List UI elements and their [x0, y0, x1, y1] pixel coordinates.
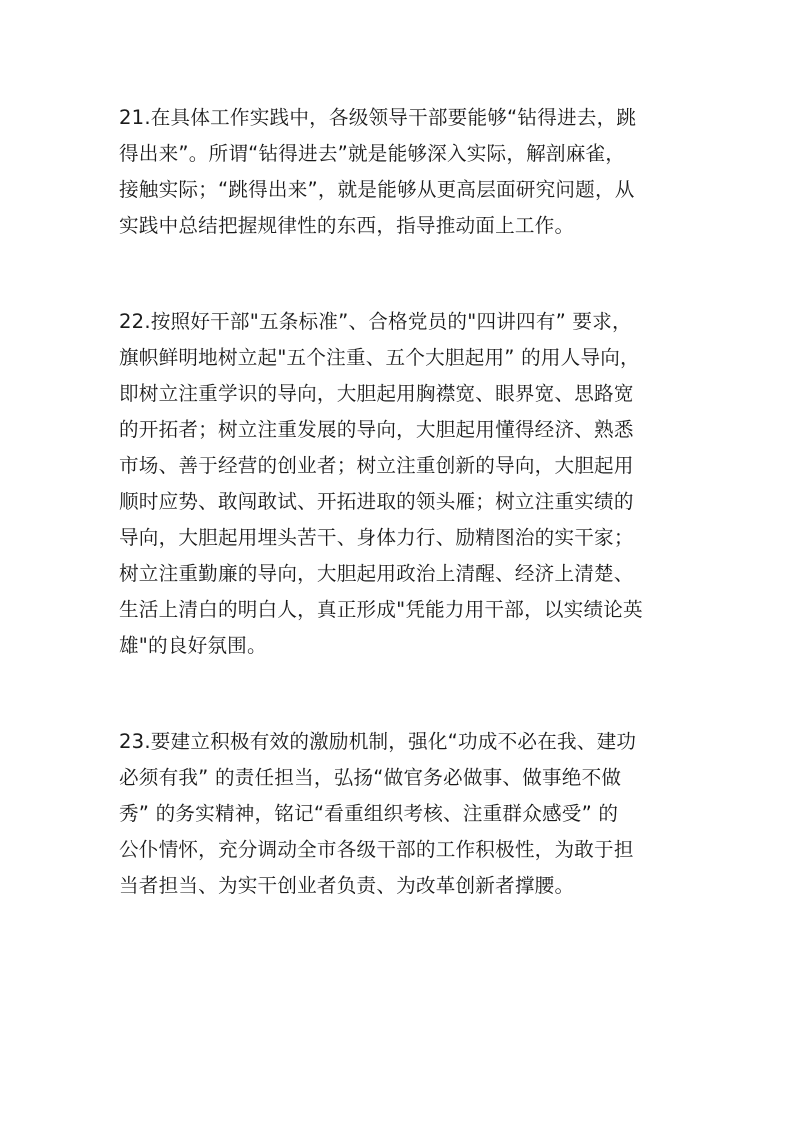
- text-line: 的开拓者；树立注重发展的导向，大胆起用懂得经济、熟悉: [119, 418, 634, 441]
- text-line: 导向，大胆起用埋头苦干、身体力行、励精图治的实干家；: [119, 526, 634, 549]
- paragraph-22: [119, 304, 679, 664]
- paragraph-21: [119, 100, 679, 244]
- text-line: 秀” 的务实精神，铭记“看重组织考核、注重群众感受” 的: [119, 802, 619, 825]
- text-line: 生活上清白的明白人，真正形成"凭能力用干部，以实绩论英: [119, 598, 643, 621]
- text-line: 雄"的良好氛围。: [119, 634, 267, 657]
- document-page: [119, 100, 679, 964]
- text-line: 当者担当、为实干创业者负责、为改革创新者撑腰。: [119, 874, 575, 897]
- text-line: 21.在具体工作实践中，各级领导干部要能够“钻得进去，跳: [119, 106, 637, 129]
- text-line: 23.要建立积极有效的激励机制，强化“功成不必在我、建功: [119, 730, 637, 753]
- text-line: 树立注重勤廉的导向，大胆起用政治上清醒、经济上清楚、: [119, 562, 634, 585]
- paragraph-23: [119, 724, 679, 904]
- text-line: 即树立注重学识的导向，大胆起用胸襟宽、眼界宽、思路宽: [119, 382, 634, 405]
- text-line: 接触实际；“跳得出来”，就是能够从更高层面研究问题，从: [119, 178, 635, 201]
- text-line: 实践中总结把握规律性的东西，指导推动面上工作。: [119, 214, 575, 237]
- text-line: 22.按照好干部"五条标准”、合格党员的"四讲四有” 要求，: [119, 310, 632, 333]
- text-line: 顺时应势、敢闯敢试、开拓进取的领头雁；树立注重实绩的: [119, 490, 634, 513]
- text-line: 旗帜鲜明地树立起"五个注重、五个大胆起用” 的用人导向，: [119, 346, 640, 369]
- text-line: 市场、善于经营的创业者；树立注重创新的导向，大胆起用: [119, 454, 634, 477]
- text-line: 得出来”。所谓“钻得进去”就是能够深入实际，解剖麻雀，: [119, 142, 626, 165]
- text-line: 必须有我” 的责任担当，弘扬“做官务必做事、做事绝不做: [119, 766, 622, 789]
- text-line: 公仆情怀，充分调动全市各级干部的工作积极性，为敢于担: [119, 838, 634, 861]
